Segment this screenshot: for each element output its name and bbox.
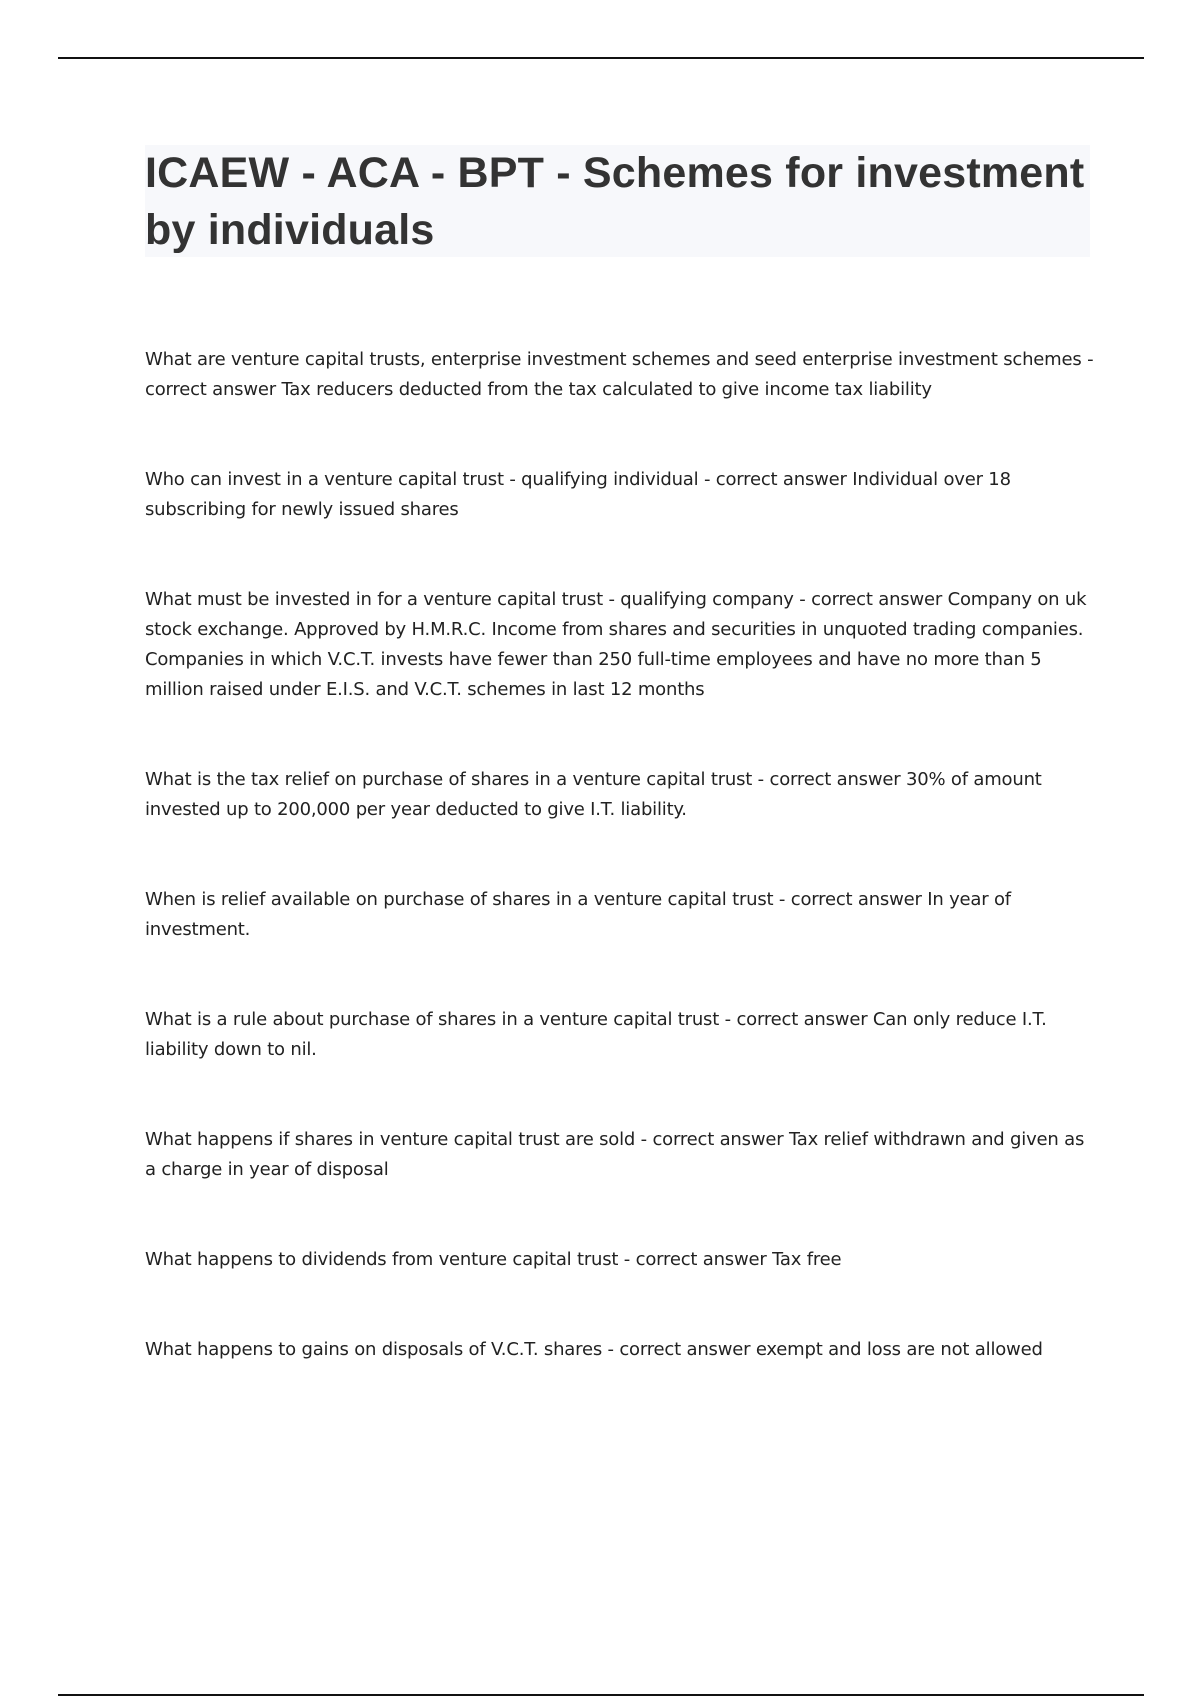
question-text: When is relief available on purchase of shares in a venture capital trust - bbox=[145, 889, 791, 910]
qa-item bbox=[145, 1125, 1095, 1185]
question-text: Who can invest in a venture capital trust - qualifying individual - bbox=[145, 469, 716, 490]
qa-item bbox=[145, 465, 1095, 525]
answer-label: correct answer bbox=[635, 1249, 773, 1270]
question-text: What happens to dividends from venture capital trust - bbox=[145, 1249, 636, 1270]
answer-text: In year of investment. bbox=[145, 889, 1011, 940]
answer-text: Individual over 18 subscribing for newly issued shares bbox=[145, 469, 1011, 520]
question-text: What happens to gains on disposals of V.C.T. shares - bbox=[145, 1339, 620, 1360]
page-title: ICAEW - ACA - BPT - Schemes for investment by individuals bbox=[145, 149, 1085, 254]
answer-text: exempt and loss are not allowed bbox=[755, 1339, 1043, 1360]
top-rule bbox=[58, 57, 1144, 59]
qa-item bbox=[145, 765, 1095, 825]
qa-item bbox=[145, 1245, 841, 1275]
question-text: What is the tax relief on purchase of shares in a venture capital trust - bbox=[145, 769, 770, 790]
answer-label: correct answer bbox=[715, 469, 853, 490]
answer-text: Tax free bbox=[772, 1249, 842, 1270]
question-text: What happens if shares in venture capital trust are sold - bbox=[145, 1129, 653, 1150]
answer-text: Tax relief withdrawn and given as a charge in year of disposal bbox=[145, 1129, 1085, 1180]
qa-item bbox=[145, 1005, 1095, 1065]
title-block bbox=[145, 145, 1090, 257]
qa-item bbox=[145, 345, 1095, 405]
answer-label: correct answer bbox=[145, 379, 282, 400]
answer-label: correct answer bbox=[736, 1009, 873, 1030]
answer-text: Can only reduce I.T. liability down to nil. bbox=[145, 1009, 1047, 1060]
answer-text: Tax reducers deducted from the tax calculated to give income tax liability bbox=[281, 379, 932, 400]
answer-label: correct answer bbox=[811, 589, 948, 610]
answer-label: correct answer bbox=[769, 769, 906, 790]
answer-text: 30% of amount invested up to 200,000 per year deducted to give I.T. liability. bbox=[145, 769, 1042, 820]
bottom-rule bbox=[58, 1694, 1144, 1696]
question-text: What are venture capital trusts, enterprise investment schemes and seed enterprise investment schemes - bbox=[145, 349, 1094, 370]
qa-item bbox=[145, 885, 1095, 945]
answer-label: correct answer bbox=[652, 1129, 789, 1150]
answer-text: Company on uk stock exchange. Approved by H.M.R.C. Income from shares and securities in unquoted trading companies. Companies in which V.C.T. invests have fewer than 250 full-time employees and have no more than 5 million raised under E.I.S. and V.C.T. schemes in last 12 months bbox=[145, 589, 1087, 700]
qa-item bbox=[145, 585, 1095, 705]
question-text: What is a rule about purchase of shares in a venture capital trust - bbox=[145, 1009, 737, 1030]
answer-label: correct answer bbox=[619, 1339, 756, 1360]
question-text: What must be invested in for a venture capital trust - qualifying company - bbox=[145, 589, 812, 610]
answer-label: correct answer bbox=[790, 889, 928, 910]
qa-item bbox=[145, 1335, 1043, 1365]
